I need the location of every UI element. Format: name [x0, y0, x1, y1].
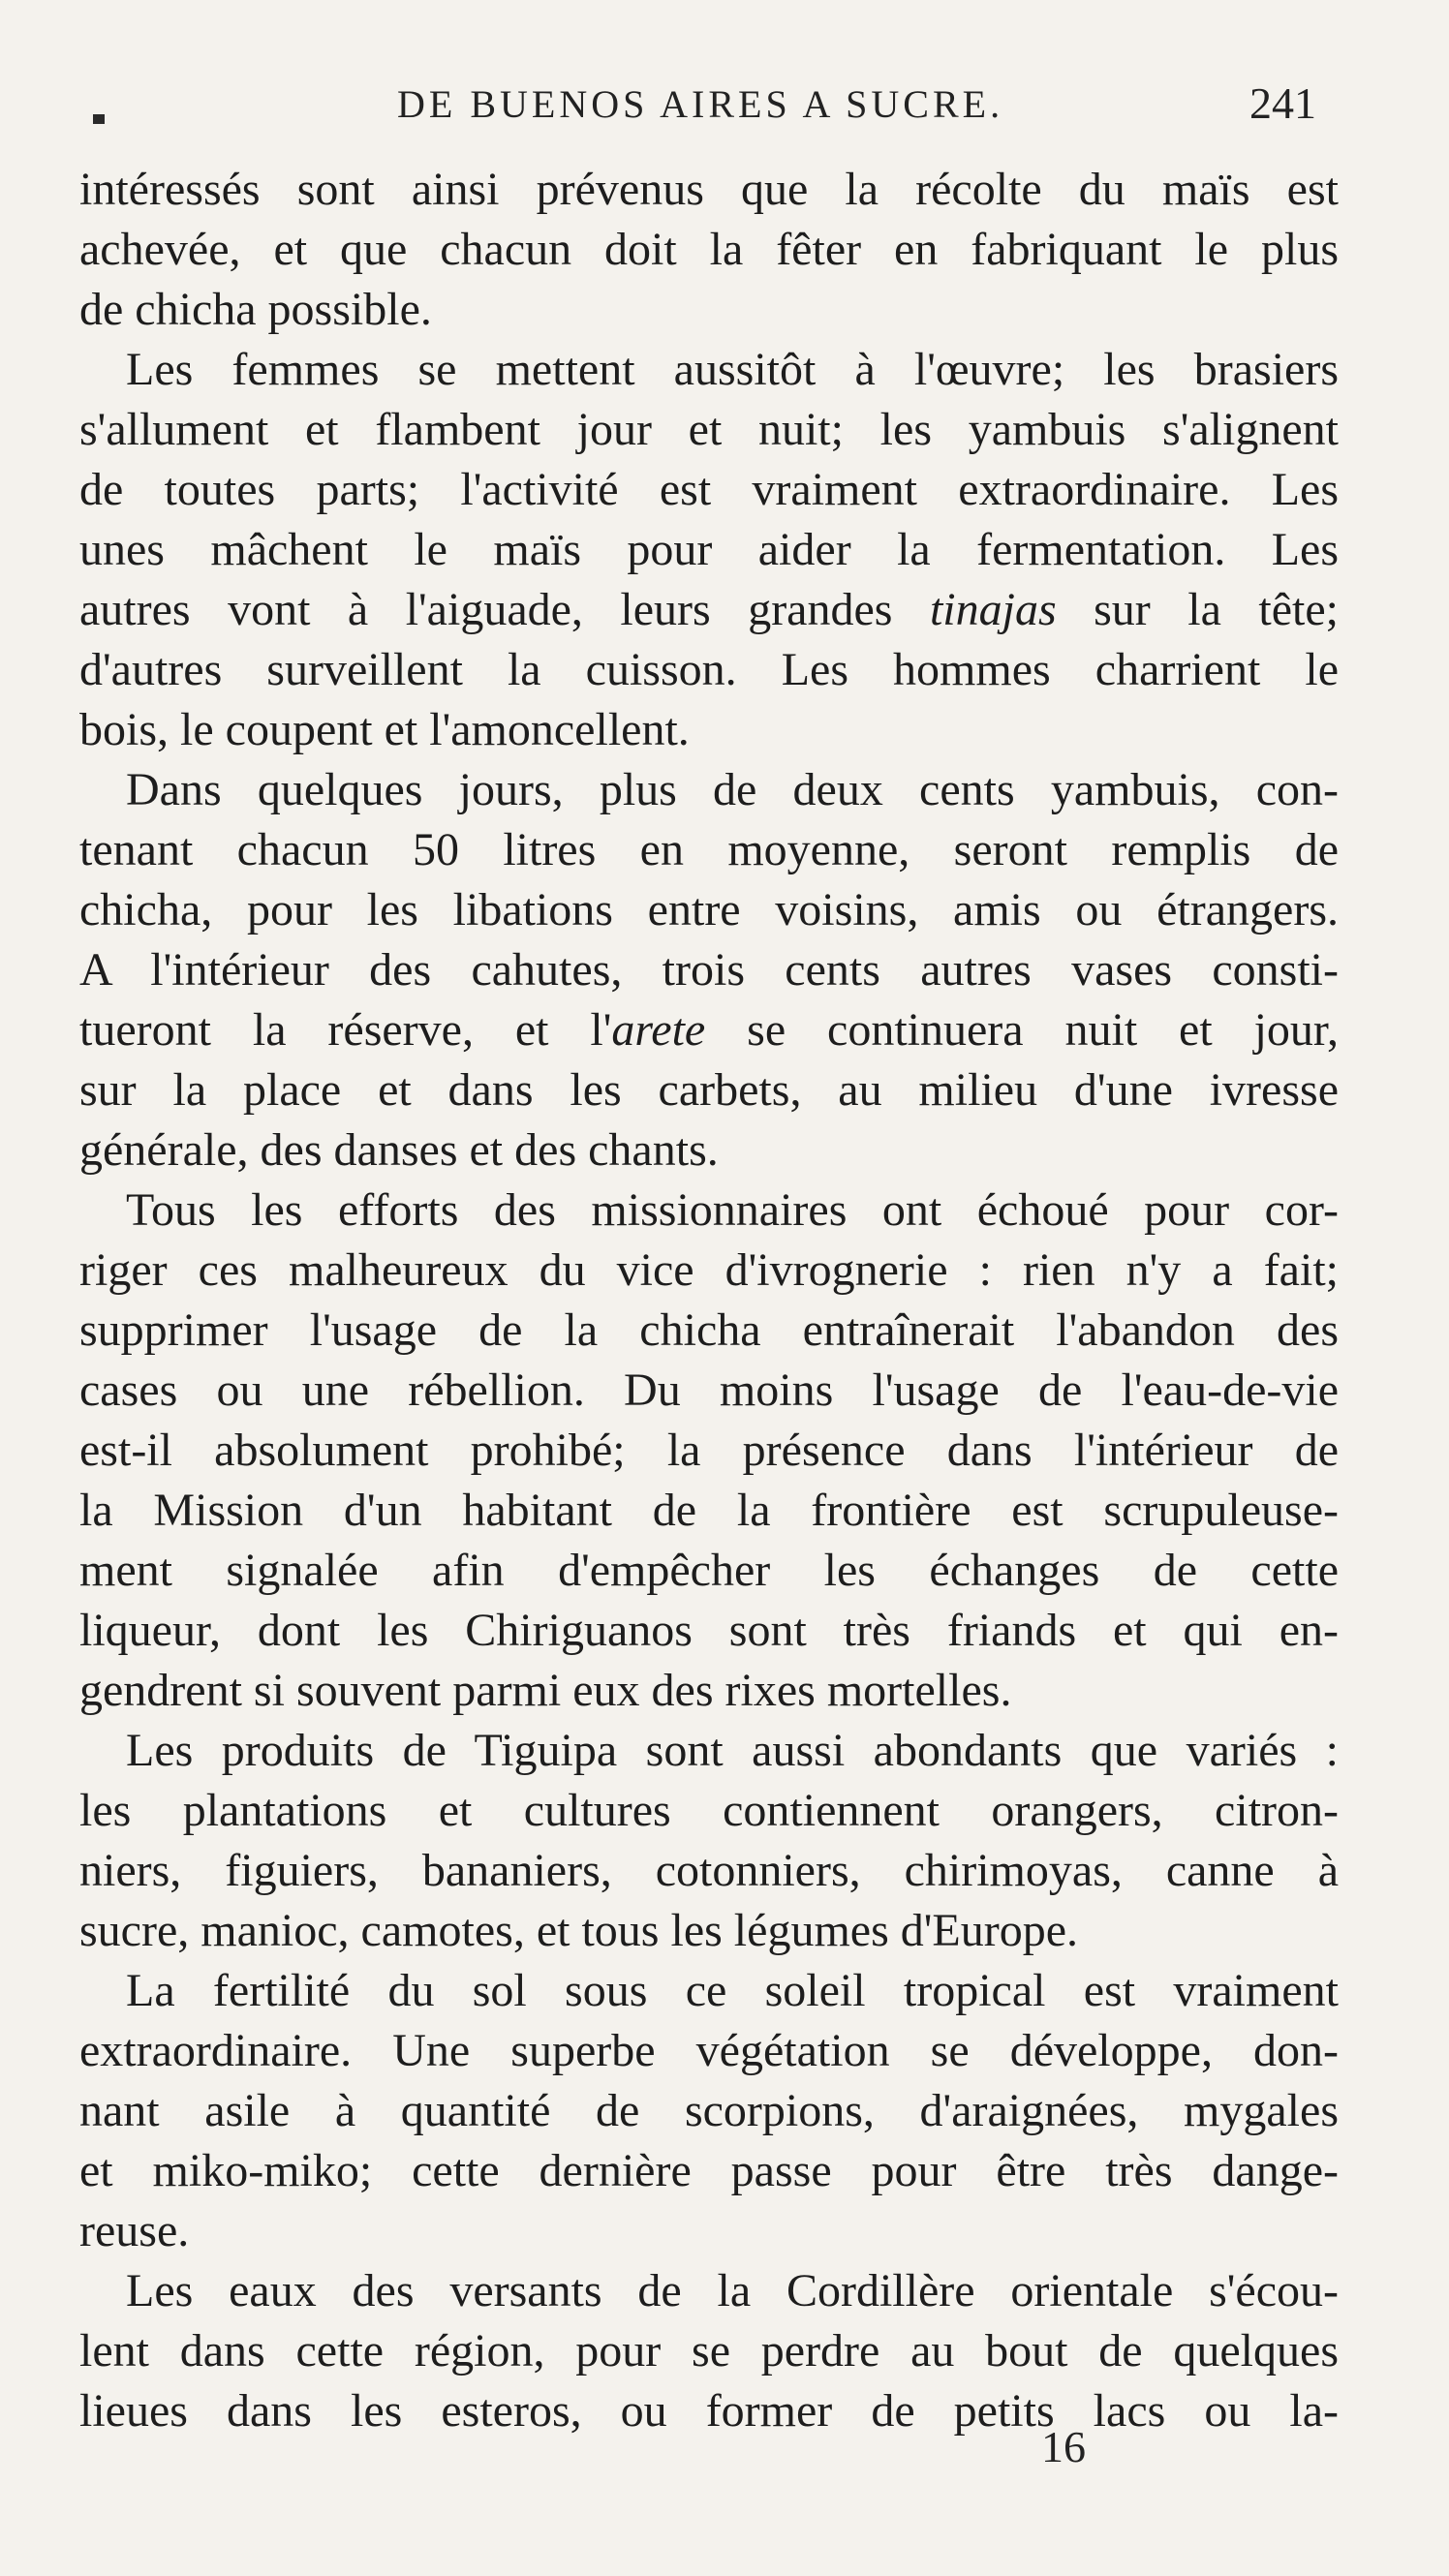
- text-line: d'autres surveillent la cuisson. Les hommes charrient le: [79, 644, 1339, 695]
- text-line: la Mission d'un habitant de la frontière est scrupuleuse-: [79, 1485, 1339, 1536]
- text-line: supprimer l'usage de la chicha entraînerait l'abandon des: [79, 1304, 1339, 1356]
- text-line: et miko-miko; cette dernière passe pour être très dange-: [79, 2145, 1339, 2196]
- text-line: les plantations et cultures contiennent orangers, citron-: [79, 1785, 1339, 1836]
- signature-mark: 16: [1041, 2422, 1086, 2471]
- text-line: sucre, manioc, camotes, et tous les légumes d'Europe.: [79, 1905, 1079, 1956]
- text-line: Les eaux des versants de la Cordillère orientale s'écou-: [126, 2265, 1339, 2316]
- text-line: lent dans cette région, pour se perdre au bout de quelques: [79, 2325, 1339, 2377]
- text-line: de toutes parts; l'activité est vraiment extraordinaire. Les: [79, 464, 1339, 515]
- text-line: tenant chacun 50 litres en moyenne, seront remplis de: [79, 824, 1339, 875]
- text-line: gendrent si souvent parmi eux des rixes mortelles.: [79, 1665, 1012, 1716]
- text-line: cases ou une rébellion. Du moins l'usage de l'eau-de-vie: [79, 1365, 1339, 1416]
- text-line: tueront la réserve, et l'arete se continuera nuit et jour,: [79, 1004, 1339, 1056]
- text-line: est-il absolument prohibé; la présence dans l'intérieur de: [79, 1425, 1339, 1476]
- text-line: lieues dans les esteros, ou former de petits lacs ou la-: [79, 2385, 1339, 2437]
- text-line: Dans quelques jours, plus de deux cents yambuis, con-: [126, 764, 1339, 815]
- text-line: Les produits de Tiguipa sont aussi abondants que variés :: [126, 1725, 1339, 1776]
- text-line: autres vont à l'aiguade, leurs grandes tinajas sur la tête;: [79, 584, 1340, 635]
- text-line: chicha, pour les libations entre voisins, amis ou étrangers.: [79, 884, 1339, 935]
- page-header: [0, 76, 1449, 134]
- page-number: 241: [1249, 78, 1316, 128]
- text-line: générale, des danses et des chants.: [79, 1124, 719, 1176]
- text-line: unes mâchent le maïs pour aider la fermentation. Les: [79, 524, 1339, 575]
- body-text: [79, 160, 1339, 2441]
- text-line: niers, figuiers, bananiers, cotonniers, chirimoyas, canne à: [79, 1845, 1339, 1896]
- text-line: nant asile à quantité de scorpions, d'araignées, mygales: [79, 2085, 1339, 2136]
- running-title: DE BUENOS AIRES A SUCRE.: [397, 82, 1004, 126]
- text-line: La fertilité du sol sous ce soleil tropical est vraiment: [126, 1965, 1339, 2016]
- text-line: liqueur, dont les Chiriguanos sont très friands et qui en-: [79, 1605, 1339, 1656]
- text-line: riger ces malheureux du vice d'ivrognerie : rien n'y a fait;: [79, 1244, 1339, 1296]
- text-line: s'allument et flambent jour et nuit; les yambuis s'alignent: [79, 404, 1339, 455]
- text-line: ment signalée afin d'empêcher les échanges de cette: [79, 1545, 1339, 1596]
- text-line: sur la place et dans les carbets, au milieu d'une ivresse: [79, 1064, 1339, 1116]
- text-line: de chicha possible.: [79, 284, 432, 335]
- text-line: intéressés sont ainsi prévenus que la récolte du maïs est: [79, 164, 1339, 215]
- text-line: reuse.: [79, 2205, 190, 2256]
- text-line: Les femmes se mettent aussitôt à l'œuvre; les brasiers: [126, 344, 1339, 395]
- text-line: achevée, et que chacun doit la fêter en fabriquant le plus: [79, 224, 1339, 275]
- text-line: bois, le coupent et l'amoncellent.: [79, 704, 690, 755]
- text-line: extraordinaire. Une superbe végétation se développe, don-: [79, 2025, 1339, 2076]
- text-line: A l'intérieur des cahutes, trois cents autres vases consti-: [79, 944, 1339, 996]
- text-line: Tous les efforts des missionnaires ont échoué pour cor-: [126, 1184, 1339, 1236]
- ink-speck: [93, 114, 105, 124]
